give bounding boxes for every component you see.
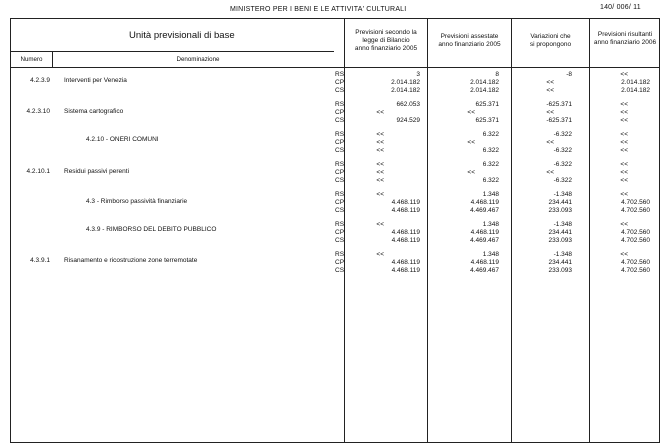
row-name: 4.3 - Rimborso passività finanziarie — [86, 198, 188, 205]
col-header-denominazione: Denominazione — [176, 56, 220, 63]
value-assestate: 6.322 — [482, 131, 499, 138]
value-variazioni: -8 — [566, 71, 572, 78]
value-legge-bilancio: 4.468.119 — [391, 207, 420, 214]
value-variazioni: 234.441 — [548, 229, 572, 236]
row-name: Interventi per Venezia — [64, 77, 127, 84]
value-assestate: << — [467, 109, 475, 116]
value-legge-bilancio: << — [376, 251, 384, 258]
value-variazioni: 234.441 — [548, 199, 572, 206]
value-assestate: 625.371 — [475, 117, 499, 124]
value-risultanti: << — [620, 131, 628, 138]
value-variazioni: -6.322 — [553, 161, 572, 168]
value-variazioni: -1.348 — [553, 191, 572, 198]
col-header-variazioni: Variazioni che si propongono — [529, 33, 572, 48]
row-type: CP — [335, 199, 345, 206]
row-type: RS — [335, 251, 345, 258]
value-risultanti: 4.702.560 — [621, 237, 650, 244]
row-type: CP — [335, 109, 345, 116]
value-assestate: 4.468.119 — [470, 259, 499, 266]
value-risultanti: 4.702.560 — [621, 259, 650, 266]
value-assestate: 6.322 — [482, 177, 499, 184]
value-risultanti: << — [620, 169, 628, 176]
value-variazioni: << — [546, 109, 554, 116]
value-legge-bilancio: << — [376, 139, 384, 146]
value-risultanti: << — [620, 109, 628, 116]
col-header-assestate: Previsioni assestate anno finanziario 2005 — [438, 33, 501, 48]
value-legge-bilancio: 3 — [416, 71, 420, 78]
value-legge-bilancio: << — [376, 221, 384, 228]
value-risultanti: << — [620, 161, 628, 168]
row-type: CS — [335, 237, 345, 244]
value-variazioni: 234.441 — [548, 259, 572, 266]
value-risultanti: 2.014.182 — [621, 87, 650, 94]
value-legge-bilancio: << — [376, 191, 384, 198]
value-risultanti: << — [620, 117, 628, 124]
value-variazioni: 233.093 — [548, 267, 572, 274]
row-type: CS — [335, 267, 345, 274]
row-name: 4.3.9 - RIMBORSO DEL DEBITO PUBBLICO — [86, 226, 217, 233]
row-name: Residui passivi perenti — [64, 168, 130, 175]
value-risultanti: << — [620, 147, 628, 154]
row-type: RS — [335, 221, 345, 228]
value-legge-bilancio: 4.468.119 — [391, 229, 420, 236]
row-type: CS — [335, 207, 345, 214]
value-risultanti: << — [620, 251, 628, 258]
row-type: CP — [335, 79, 345, 86]
value-risultanti: 4.702.560 — [621, 199, 650, 206]
row-type: CP — [335, 229, 345, 236]
col-header-risultanti: Previsioni risultanti anno finanziario 2006 — [593, 31, 657, 46]
value-assestate: 2.014.182 — [470, 79, 499, 86]
value-assestate: 4.469.467 — [470, 207, 499, 214]
value-risultanti: << — [620, 191, 628, 198]
value-assestate: 4.469.467 — [470, 237, 499, 244]
value-assestate: 4.468.119 — [470, 199, 499, 206]
value-variazioni: 233.093 — [548, 237, 572, 244]
value-legge-bilancio: 4.468.119 — [391, 259, 420, 266]
value-variazioni: -6.322 — [553, 147, 572, 154]
value-legge-bilancio: << — [376, 147, 384, 154]
value-variazioni: -6.322 — [553, 131, 572, 138]
value-legge-bilancio: << — [376, 109, 384, 116]
row-code: 4.2.3.10 — [26, 108, 50, 115]
row-type: RS — [335, 71, 345, 78]
value-variazioni: -1.348 — [553, 221, 572, 228]
value-assestate: 8 — [495, 71, 499, 78]
row-type: RS — [335, 161, 345, 168]
value-risultanti: << — [620, 177, 628, 184]
row-type: RS — [335, 101, 345, 108]
row-type: RS — [335, 191, 345, 198]
page-reference: 140/ 006/ 11 — [600, 4, 641, 11]
value-assestate: 1.348 — [482, 221, 499, 228]
value-risultanti: << — [620, 139, 628, 146]
value-variazioni: -1.348 — [553, 251, 572, 258]
value-assestate: 1.348 — [482, 251, 499, 258]
row-name: 4.2.10 - ONERI COMUNI — [86, 136, 159, 143]
col-header-numero: Numero — [20, 56, 43, 63]
value-risultanti: << — [620, 71, 628, 78]
value-legge-bilancio: << — [376, 169, 384, 176]
row-code: 4.2.10.1 — [26, 168, 50, 175]
value-legge-bilancio: 4.468.119 — [391, 237, 420, 244]
value-assestate: 2.014.182 — [470, 87, 499, 94]
value-variazioni: -625.371 — [546, 101, 572, 108]
value-variazioni: << — [546, 79, 554, 86]
value-risultanti: 4.702.560 — [621, 207, 650, 214]
section-title: Unità previsionali di base — [129, 30, 235, 41]
value-risultanti: 4.702.560 — [621, 229, 650, 236]
value-variazioni: << — [546, 139, 554, 146]
value-variazioni: -6.322 — [553, 177, 572, 184]
row-type: RS — [335, 131, 345, 138]
value-assestate: 4.469.467 — [470, 267, 499, 274]
row-type: CS — [335, 117, 345, 124]
row-type: CP — [335, 139, 345, 146]
value-variazioni: << — [546, 169, 554, 176]
value-assestate: 6.322 — [482, 161, 499, 168]
row-type: CS — [335, 177, 345, 184]
value-risultanti: 4.702.560 — [621, 267, 650, 274]
value-legge-bilancio: 2.014.182 — [391, 87, 420, 94]
value-legge-bilancio: << — [376, 177, 384, 184]
row-type: CS — [335, 147, 345, 154]
value-assestate: 1.348 — [482, 191, 499, 198]
row-code: 4.3.9.1 — [30, 257, 50, 264]
row-type: CP — [335, 169, 345, 176]
value-legge-bilancio: 924.529 — [396, 117, 420, 124]
value-variazioni: 233.093 — [548, 207, 572, 214]
value-variazioni: -625.371 — [546, 117, 572, 124]
value-legge-bilancio: 2.014.182 — [391, 79, 420, 86]
row-type: CP — [335, 259, 345, 266]
value-risultanti: << — [620, 221, 628, 228]
document-title: MINISTERO PER I BENI E LE ATTIVITA' CULTURALI — [230, 6, 407, 13]
row-code: 4.2.3.9 — [30, 77, 50, 84]
col-header-legge-bilancio: Previsioni secondo la legge di Bilancio anno finanziario 2005 — [354, 29, 418, 52]
value-risultanti: << — [620, 101, 628, 108]
value-assestate: 625.371 — [475, 101, 499, 108]
row-name: Risanamento e ricostruzione zone terremotate — [64, 257, 198, 264]
row-name: Sistema cartografico — [64, 108, 124, 115]
value-assestate: 6.322 — [482, 147, 499, 154]
value-variazioni: << — [546, 87, 554, 94]
value-assestate: << — [467, 139, 475, 146]
value-legge-bilancio: 4.468.119 — [391, 267, 420, 274]
row-type: CS — [335, 87, 345, 94]
value-legge-bilancio: 662.053 — [396, 101, 420, 108]
value-legge-bilancio: << — [376, 131, 384, 138]
value-legge-bilancio: 4.468.119 — [391, 199, 420, 206]
value-risultanti: 2.014.182 — [621, 79, 650, 86]
value-assestate: 4.468.119 — [470, 229, 499, 236]
value-legge-bilancio: << — [376, 161, 384, 168]
value-assestate: << — [467, 169, 475, 176]
